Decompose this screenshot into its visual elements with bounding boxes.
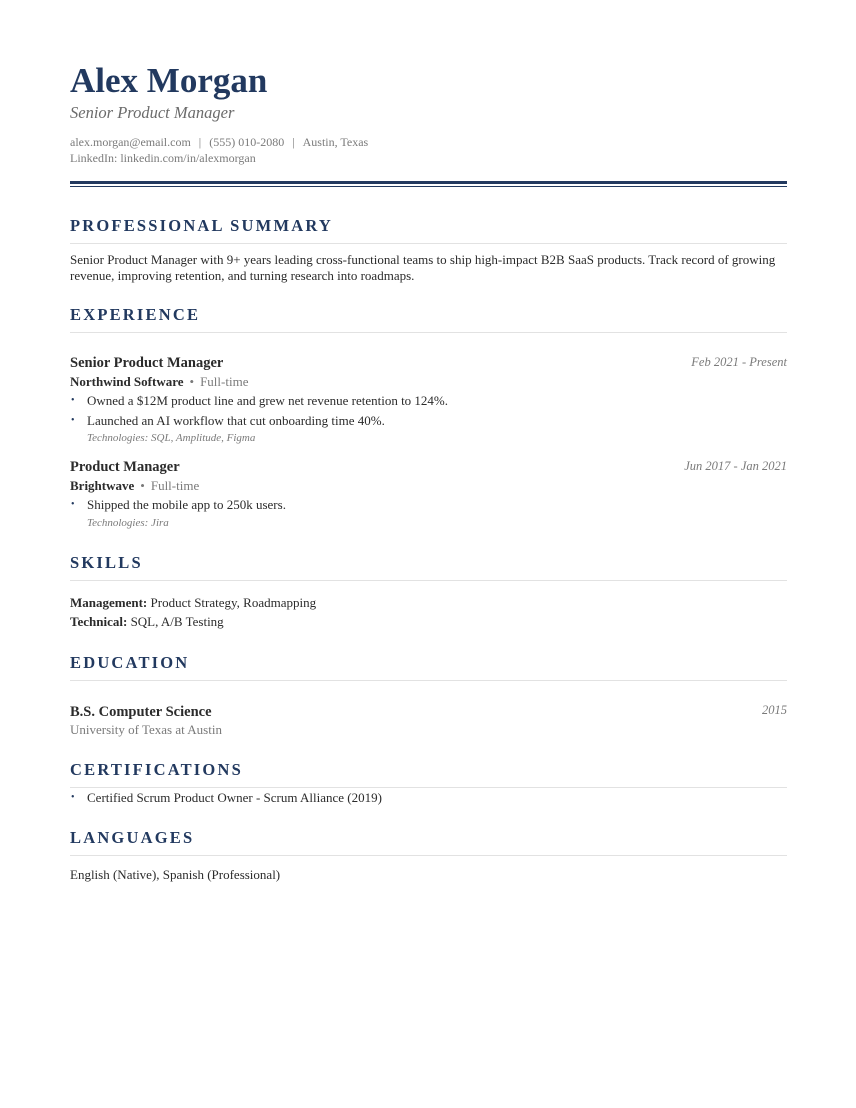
resume-content — [70, 58, 787, 884]
section-divider — [70, 855, 787, 856]
bullet-icon: • — [71, 395, 75, 406]
languages-text: English (Native), Spanish (Professional) — [70, 867, 281, 882]
education-entry — [70, 703, 787, 739]
section-heading: SKILLS — [70, 552, 143, 572]
bullet-icon: • — [71, 414, 75, 426]
header-divider-thin — [70, 186, 787, 187]
job-title: Product Manager — [70, 459, 180, 475]
section-divider — [70, 243, 787, 244]
certification-text: Certified Scrum Product Owner - Scrum Alliance (2019) — [87, 789, 382, 805]
linkedin-link[interactable]: LinkedIn: linkedin.com/in/alexmorgan — [70, 151, 256, 165]
education-section — [70, 652, 787, 739]
technologies: Technologies: SQL, Amplitude, Figma — [87, 432, 256, 444]
certification-item — [70, 788, 787, 808]
skill-label: Technical: — [70, 614, 128, 629]
school: University of Texas at Austin — [70, 721, 222, 737]
job-bullets — [70, 495, 787, 515]
job-bullets — [70, 391, 787, 430]
resume-header — [70, 58, 787, 187]
section-divider — [70, 332, 787, 333]
candidate-name: Alex Morgan — [70, 61, 268, 100]
location: Austin, Texas — [302, 135, 369, 149]
bullet-icon: • — [71, 791, 75, 803]
skills-list — [70, 593, 787, 632]
company-name: Northwind Software — [70, 374, 184, 389]
bullet-text: Owned a $12M product line and grew net revenue retention to 124%. — [87, 393, 449, 408]
bullet-separator: • — [140, 478, 145, 493]
company-line — [70, 477, 787, 495]
job-bullet — [70, 391, 787, 411]
employment-type: Full-time — [200, 374, 249, 389]
company-name: Brightwave — [70, 478, 135, 493]
header-divider-thick — [70, 181, 787, 184]
section-heading: LANGUAGES — [70, 828, 195, 847]
section-divider — [70, 680, 787, 681]
job-dates: Jun 2017 - Jan 2021 — [684, 459, 787, 473]
contact-line — [70, 134, 787, 150]
skills-section — [70, 552, 787, 632]
experience-section — [70, 304, 787, 532]
job-bullet — [70, 411, 787, 431]
section-heading: CERTIFICATIONS — [70, 759, 243, 779]
bullet-separator: • — [189, 374, 195, 389]
job-title: Senior Product Manager — [70, 355, 224, 371]
section-heading: EXPERIENCE — [70, 305, 201, 324]
degree: B.S. Computer Science — [70, 703, 212, 720]
summary-section — [70, 215, 787, 284]
certifications-section — [70, 759, 787, 808]
bullet-icon: • — [71, 499, 75, 510]
job-bullet — [70, 495, 787, 515]
job-dates: Feb 2021 - Present — [691, 355, 787, 369]
employment-type: Full-time — [150, 478, 200, 493]
skill-group — [70, 593, 787, 613]
company-line — [70, 373, 787, 391]
bullet-text: Shipped the mobile app to 250k users. — [87, 497, 286, 512]
technologies: Technologies: Jira — [87, 516, 169, 529]
skill-items: Product Strategy, Roadmapping — [150, 594, 317, 610]
bullet-text: Launched an AI workflow that cut onboarding time 40%. — [87, 412, 385, 428]
summary-text: Senior Product Manager with 9+ years leading cross-functional teams to ship high-impact B2B SaaS products. Track record of growing revenue, improving retention, and turning research into roadmaps. — [70, 252, 776, 283]
contact-separator: | — [198, 135, 202, 149]
skill-label: Management: — [70, 594, 148, 610]
section-divider — [70, 580, 787, 581]
phone[interactable]: (555) 010-2080 — [209, 135, 285, 149]
email[interactable]: alex.morgan@email.com — [70, 135, 191, 149]
contact-separator: | — [292, 135, 295, 149]
graduation-year: 2015 — [762, 702, 787, 717]
certification-list — [70, 788, 787, 808]
languages-section — [70, 827, 787, 884]
skill-group — [70, 612, 787, 632]
section-heading: PROFESSIONAL SUMMARY — [70, 216, 333, 235]
candidate-title: Senior Product Manager — [70, 103, 235, 122]
skill-items: SQL, A/B Testing — [130, 614, 224, 629]
job-entry — [70, 457, 787, 532]
job-entry — [70, 353, 787, 447]
section-heading: EDUCATION — [70, 652, 190, 672]
